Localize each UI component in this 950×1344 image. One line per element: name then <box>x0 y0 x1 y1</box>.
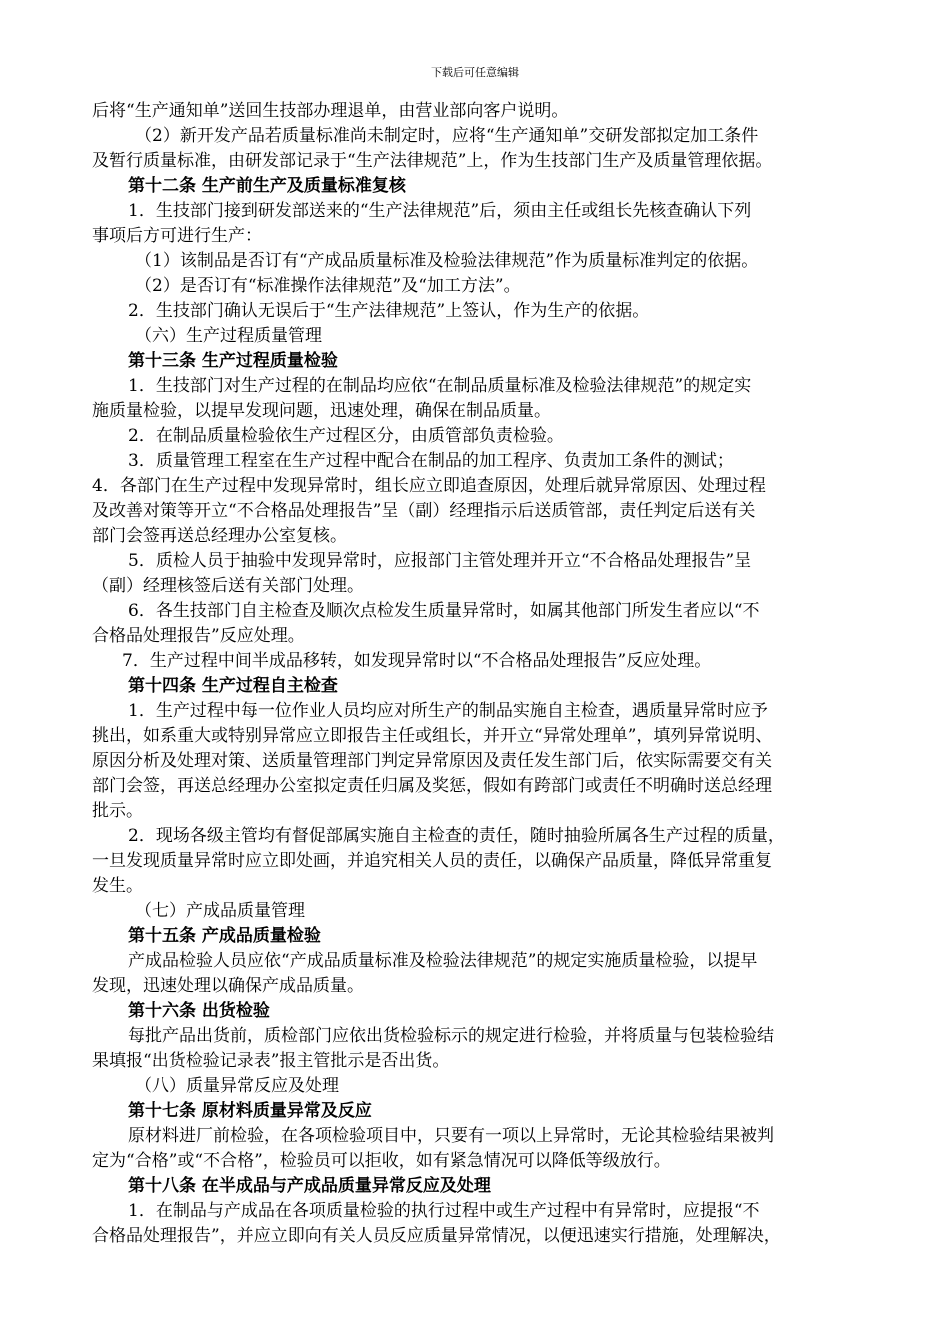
text-line: 7．生产过程中间半成品移转，如发现异常时以“不合格品处理报告”反应处理。 <box>122 651 712 671</box>
article-heading: 第十五条 产成品质量检验 <box>128 926 321 946</box>
text-line: （副）经理核签后送有关部门处理。 <box>92 576 364 596</box>
text-line: 部门会签再送总经理办公室复核。 <box>92 526 347 546</box>
article-heading: 第十三条 生产过程质量检验 <box>128 351 338 371</box>
text-line: 后将“生产通知单”送回生技部办理退单，由营业部向客户说明。 <box>92 101 569 121</box>
text-line: 一旦发现质量异常时应立即处画，并追究相关人员的责任，以确保产品质量，降低异常重复 <box>92 851 772 871</box>
text-line: 及改善对策等开立“不合格品处理报告”呈（副）经理指示后送质管部，责任判定后送有关 <box>92 501 756 521</box>
article-heading: 第十四条 生产过程自主检查 <box>128 676 338 696</box>
article-heading: 第十七条 原材料质量异常及反应 <box>128 1101 372 1121</box>
text-line: 原因分析及处理对策、送质量管理部门判定异常原因及责任发生部门后，依实际需要交有关 <box>92 751 772 771</box>
text-line: 1．生技部门接到研发部送来的“生产法律规范”后，须由主任或组长先核查确认下列 <box>128 201 752 221</box>
text-line: 2．生技部门确认无误后于“生产法律规范”上签认，作为生产的依据。 <box>128 301 650 321</box>
text-line: （1）该制品是否订有“产成品质量标准及检验法律规范”作为质量标准判定的依据。 <box>135 251 759 271</box>
section-heading: （六）生产过程质量管理 <box>135 326 322 346</box>
text-line: 果填报“出货检验记录表”报主管批示是否出货。 <box>92 1051 450 1071</box>
text-line: 每批产品出货前，质检部门应依出货检验标示的规定进行检验，并将质量与包装检验结 <box>128 1026 774 1046</box>
text-line: 挑出，如系重大或特别异常应立即报告主任或组长，并开立“异常处理单”，填列异常说明、 <box>92 726 773 746</box>
text-line: 产成品检验人员应依“产成品质量标准及检验法律规范”的规定实施质量检验，以提早 <box>128 951 758 971</box>
text-line: 1．生产过程中每一位作业人员均应对所生产的制品实施自主检查，遇质量异常时应予 <box>128 701 768 721</box>
text-line: 5．质检人员于抽验中发现异常时，应报部门主管处理并开立“不合格品处理报告”呈 <box>128 551 752 571</box>
text-line: 合格品处理报告”，并应立即向有关人员反应质量异常情况，以便迅速实行措施，处理解决， <box>92 1226 781 1246</box>
text-line: 批示。 <box>92 801 143 821</box>
text-line: 1．生技部门对生产过程的在制品均应依“在制品质量标准及检验法律规范”的规定实 <box>128 376 752 396</box>
text-line: 4．各部门在生产过程中发现异常时，组长应立即追查原因，处理后就异常原因、处理过程 <box>92 476 766 496</box>
text-line: 2．现场各级主管均有督促部属实施自主检查的责任，随时抽验所属各生产过程的质量， <box>128 826 785 846</box>
text-line: 1．在制品与产成品在各项质量检验的执行过程中或生产过程中有异常时，应提报“不 <box>128 1201 760 1221</box>
article-heading: 第十六条 出货检验 <box>128 1001 270 1021</box>
text-line: 合格品处理报告”反应处理。 <box>92 626 305 646</box>
page-header: 下载后可任意编辑 <box>431 66 519 79</box>
section-heading: （七）产成品质量管理 <box>135 901 305 921</box>
text-line: 2．在制品质量检验依生产过程区分，由质管部负责检验。 <box>128 426 564 446</box>
text-line: （2）新开发产品若质量标准尚未制定时，应将“生产通知单”交研发部拟定加工条件 <box>135 126 759 146</box>
text-line: 3．质量管理工程室在生产过程中配合在制品的加工程序、负责加工条件的测试； <box>128 451 734 471</box>
text-line: 原材料进厂前检验，在各项检验项目中，只要有一项以上异常时，无论其检验结果被判 <box>128 1126 774 1146</box>
text-line: 部门会签，再送总经理办公室拟定责任归属及奖惩，假如有跨部门或责任不明确时送总经理 <box>92 776 772 796</box>
text-line: （2）是否订有“标准操作法律规范”及“加工方法”。 <box>135 276 521 296</box>
text-line: 发生。 <box>92 876 143 896</box>
text-line: 发现，迅速处理以确保产成品质量。 <box>92 976 364 996</box>
text-line: 事项后方可进行生产： <box>92 226 262 246</box>
article-heading: 第十八条 在半成品与产成品质量异常反应及处理 <box>128 1176 491 1196</box>
section-heading: （八）质量异常反应及处理 <box>135 1076 339 1096</box>
text-line: 6．各生技部门自主检查及顺次点检发生质量异常时，如属其他部门所发生者应以“不 <box>128 601 760 621</box>
text-line: 施质量检验，以提早发现问题，迅速处理，确保在制品质量。 <box>92 401 551 421</box>
text-line: 定为“合格”或“不合格”，检验员可以拒收，如有紧急情况可以降低等级放行。 <box>92 1151 671 1171</box>
text-line: 及暂行质量标准，由研发部记录于“生产法律规范”上，作为生技部门生产及质量管理依据。 <box>92 151 773 171</box>
article-heading: 第十二条 生产前生产及质量标准复核 <box>128 176 406 196</box>
